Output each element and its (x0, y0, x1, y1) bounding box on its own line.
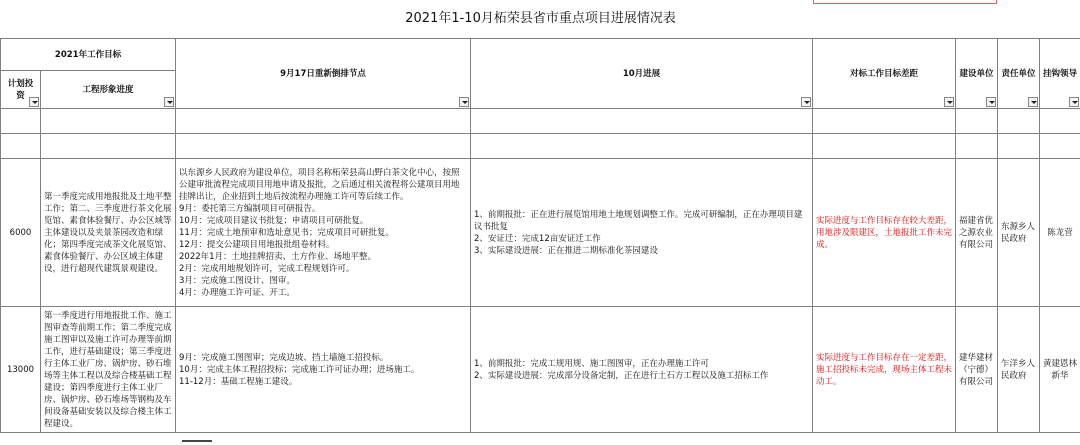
cell-resp-unit[interactable]: 乍洋乡人民政府 (998, 307, 1040, 433)
header-oct-progress[interactable] (471, 39, 813, 109)
empty-row (1, 134, 1080, 159)
header-goal-2021: 2021年工作目标 (1, 39, 176, 71)
empty-row (1, 109, 1080, 134)
filter-dropdown-icon[interactable] (459, 97, 469, 107)
cell-invest[interactable]: 13000 (1, 307, 41, 433)
header-leader[interactable] (1040, 39, 1080, 109)
cell-progress[interactable]: 1、前期报批：完成工规用规、施工图图审，正在办理施工许可 2、实际建设进展：完成部分设备定制，正在进行土石方工程以及施工招标工作 (471, 307, 813, 433)
header-plan-invest-label: 计划投资 (7, 78, 34, 101)
table-row (1, 307, 1080, 433)
cell-build-unit[interactable]: 福建省优之源农业有限公司 (956, 159, 998, 307)
cell-invest[interactable]: 6000 (1, 159, 41, 307)
cell-goal[interactable]: 第一季度进行用地报批工作、施工图审查等前期工作；第二季度完成施工图审以及施工许可办理等前期工作，进行基础建设；第三季度进行主体工业厂房、锅炉房、砂石堆场等主体工程以及综合楼基础工程建设；第四季度进行主体工业厂房、锅炉房、砂石堆场等钢构及车间设备基础安装以及综合楼主体工程建设。 (41, 307, 176, 433)
header-progress-goal[interactable] (41, 71, 176, 109)
header-build-unit[interactable] (956, 39, 998, 109)
cell-build-unit[interactable]: 建华建材（宁德）有限公司 (956, 307, 998, 433)
filter-dropdown-icon[interactable] (986, 97, 996, 107)
cell-progress[interactable]: 1、前期报批：正在进行展览馆用地土地规划调整工作。完成可研编制，正在办理项目建议书批复 2、安证迁：完成12亩安证迁工作 3、实际建设进展：正在推进二期标准化茶园建设 (471, 159, 813, 307)
cell-resp-unit[interactable]: 东源乡人民政府 (998, 159, 1040, 307)
table-title: 2021年1-10月柘荣县省市重点项目进展情况表 (1, 0, 1080, 39)
filter-dropdown-icon[interactable] (1069, 97, 1079, 107)
filter-dropdown-icon[interactable] (1028, 97, 1038, 107)
cell-leader[interactable]: 黄建恩林新华 (1040, 307, 1080, 433)
cell-leader[interactable]: 陈龙营 (1040, 159, 1080, 307)
header-oct-progress-label: 10月进展 (622, 68, 661, 79)
header-reset-nodes[interactable] (176, 39, 471, 109)
header-gap-label: 对标工作目标差距 (849, 68, 918, 79)
next-row-edge (0, 440, 1080, 445)
header-build-unit-label: 建设单位 (959, 68, 994, 79)
cell-nodes[interactable]: 以东源乡人民政府为建设单位，项目名称柘荣县高山野白茶文化中心，按照公建审批流程完成项目用地申请及报批，之后通过相关流程将公建项目用地挂牌出让，企业招到土地后按流程办理施工许可等后续工作。 9月：委托第三方编制项目可研报告。 10月：完成项目建议书批复；申请项目可研批复。 11月：完成土地预审和选址意见书；完成项目可研批复。 12月：提交公建项目用地报批组卷材料。 2022年1月：土地挂牌招卖、土方作业、场地平整。 2月：完成用地规划许可，完成工程规划许可。 3月：完成施工图设计、图审。 4月：办理施工许可证、开工。 (176, 159, 471, 307)
header-reset-nodes-label: 9月17日重新倒排节点 (280, 68, 366, 79)
header-plan-invest[interactable] (1, 71, 41, 109)
cell-gap[interactable]: 实际进度与工作目标存在较大差距，用地涉及限建区，土地报批工作未完成。 (813, 159, 956, 307)
header-leader-label: 挂钩领导 (1043, 68, 1078, 79)
cell-nodes[interactable]: 9月：完成施工图图审；完成边坡、挡土墙施工招投标。 10月：完成主体工程招投标；完成施工许可证办理；进场施工。 11-12月：基础工程施工建设。 (176, 307, 471, 433)
header-gap[interactable] (813, 39, 956, 109)
filter-dropdown-icon[interactable] (801, 97, 811, 107)
header-resp-unit-label: 责任单位 (1001, 68, 1036, 79)
table-row (1, 159, 1080, 307)
filter-dropdown-icon[interactable] (164, 97, 174, 107)
filter-dropdown-icon[interactable] (29, 97, 39, 107)
cell-gap[interactable]: 实际进度与工作目标存在一定差距，施工招投标未完成，现场主体工程未动工。 (813, 307, 956, 433)
header-resp-unit[interactable] (998, 39, 1040, 109)
cell-goal[interactable]: 第一季度完成用地报批及土地平整工作；第二、三季度进行茶文化展览馆、素食体验餐厅、办公区域等主体建设以及夹景茶园改造和绿化；第四季度完成茶文化展览馆、素食体验餐厅、办公区域主体建设，进行超现代建筑景观建设。 (41, 159, 176, 307)
selection-marker (813, 0, 997, 4)
filter-dropdown-icon[interactable] (944, 97, 954, 107)
header-progress-goal-label: 工程形象进度 (82, 84, 134, 95)
